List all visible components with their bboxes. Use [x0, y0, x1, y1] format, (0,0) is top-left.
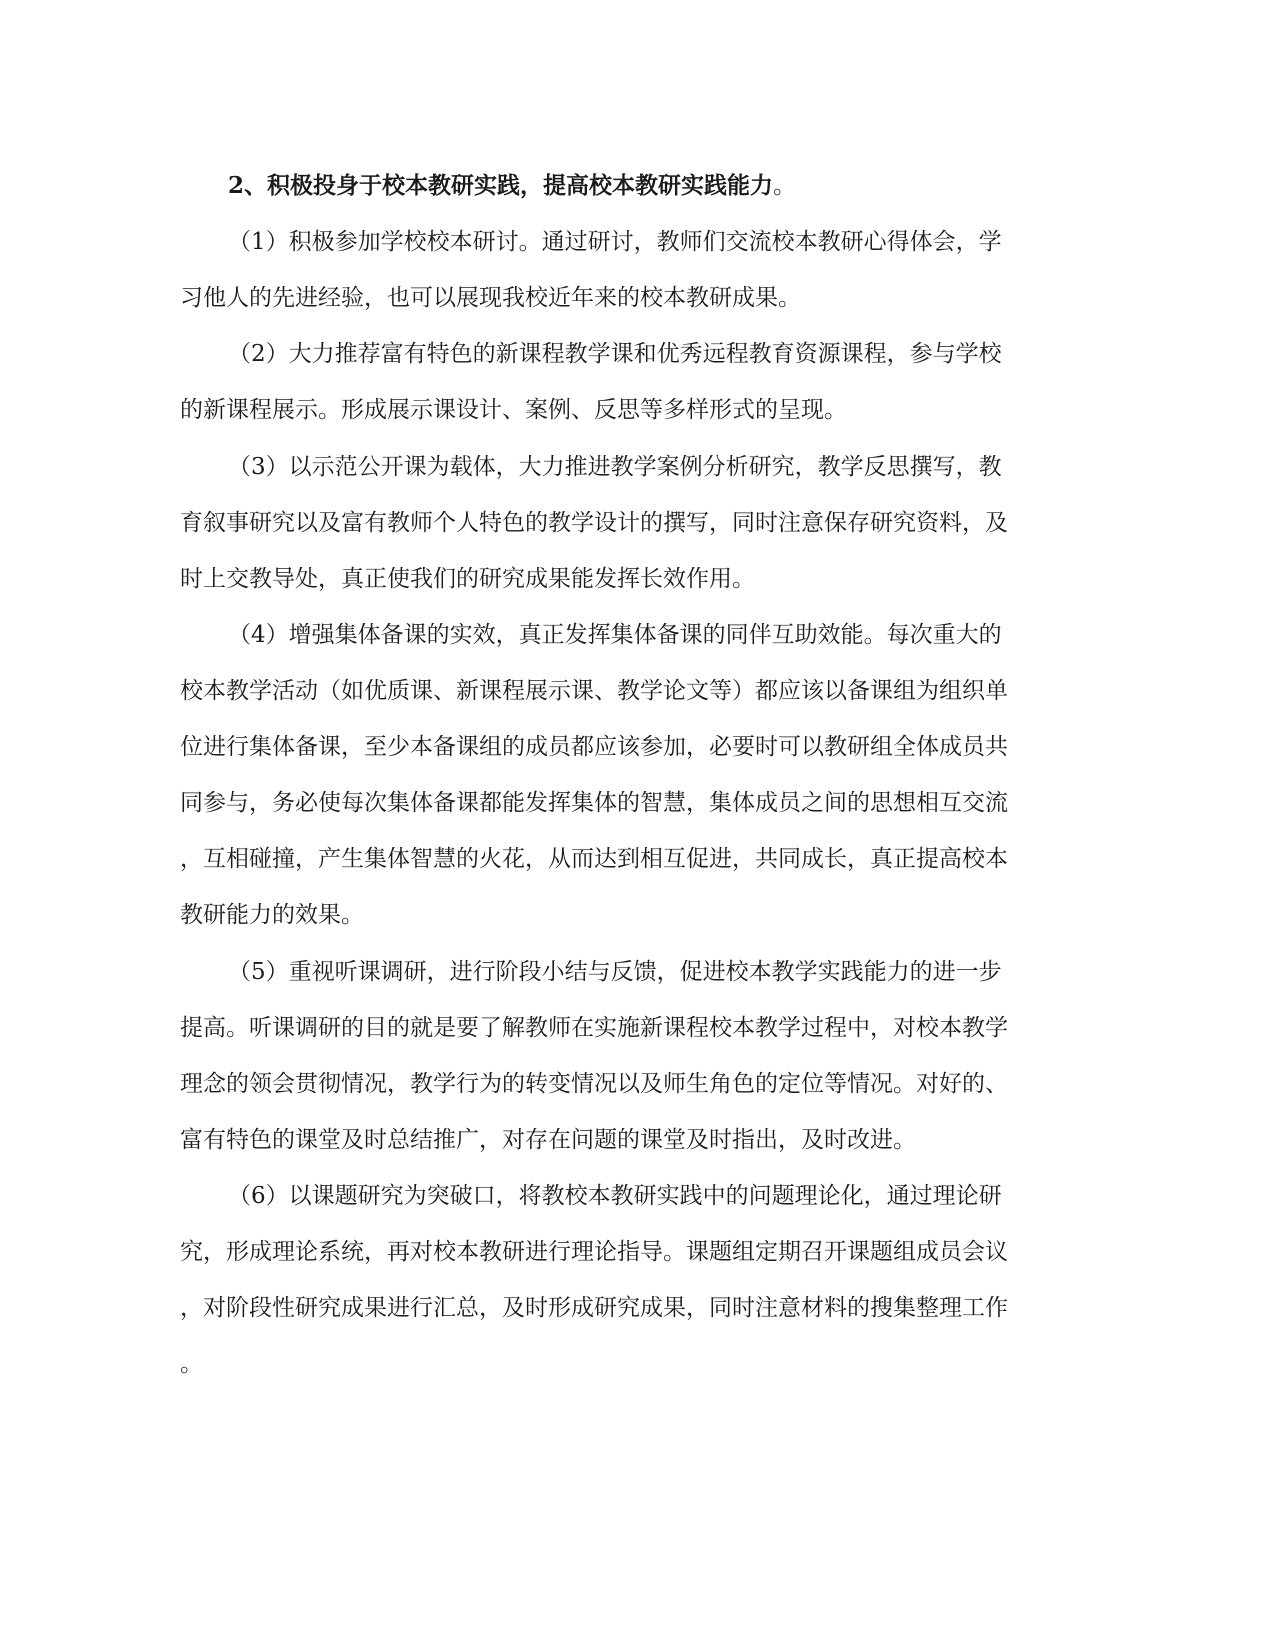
- paragraph-4-line-2: 校本教学活动（如优质课、新课程展示课、教学论文等）都应该以备课组为组织单: [180, 678, 1008, 704]
- paragraph-5-line-2: 提高。听课调研的目的就是要了解教师在实施新课程校本教学过程中，对校本教学: [180, 1015, 1008, 1041]
- paragraph-4-line-6: 教研能力的效果。: [180, 902, 364, 928]
- paragraph-6-line-2: 究，形成理论系统，再对校本教研进行理论指导。课题组定期召开课题组成员会议: [180, 1239, 1008, 1265]
- section-heading-period: 。: [773, 173, 797, 199]
- paragraph-1-line-1: （1）积极参加学校校本研讨。通过研讨，教师们交流校本教研心得体会，学: [228, 229, 1002, 255]
- paragraph-2-line-2: 的新课程展示。形成展示课设计、案例、反思等多样形式的呈现。: [180, 397, 847, 423]
- paragraph-4-line-5: ，互相碰撞，产生集体智慧的火花，从而达到相互促进，共同成长，真正提高校本: [180, 846, 1008, 872]
- paragraph-4-line-3: 位进行集体备课，至少本备课组的成员都应该参加，必要时可以教研组全体成员共: [180, 734, 1008, 760]
- section-heading: [228, 166, 1275, 206]
- paragraph-6-line-1: （6）以课题研究为突破口，将教校本教研实践中的问题理论化，通过理论研: [228, 1183, 1002, 1209]
- section-heading-text: 2、积极投身于校本教研实践，提高校本教研实践能力: [228, 172, 774, 199]
- paragraph-1-line-2: 习他人的先进经验，也可以展现我校近年来的校本教研成果。: [180, 285, 801, 311]
- paragraph-5-line-1: （5）重视听课调研，进行阶段小结与反馈，促进校本教学实践能力的进一步: [228, 959, 1002, 985]
- paragraph-3-line-2: 育叙事研究以及富有教师个人特色的教学设计的撰写，同时注意保存研究资料，及: [180, 510, 1008, 536]
- paragraph-3-line-1: （3）以示范公开课为载体，大力推进教学案例分析研究，教学反思撰写，教: [228, 454, 1002, 480]
- paragraph-5-line-3: 理念的领会贯彻情况，教学行为的转变情况以及师生角色的定位等情况。对好的、: [180, 1071, 1008, 1097]
- paragraph-3-line-3: 时上交教导处，真正使我们的研究成果能发挥长效作用。: [180, 566, 755, 592]
- paragraph-6-line-3: ，对阶段性研究成果进行汇总，及时形成研究成果，同时注意材料的搜集整理工作: [180, 1295, 1008, 1321]
- paragraph-5-line-4: 富有特色的课堂及时总结推广，对存在问题的课堂及时指出，及时改进。: [180, 1127, 916, 1153]
- paragraph-4-line-1: （4）增强集体备课的实效，真正发挥集体备课的同伴互助效能。每次重大的: [228, 622, 1002, 648]
- paragraph-6-line-4: 。: [180, 1351, 203, 1377]
- paragraph-2-line-1: （2）大力推荐富有特色的新课程教学课和优秀远程教育资源课程，参与学校: [228, 341, 1002, 367]
- paragraph-4-line-4: 同参与，务必使每次集体备课都能发挥集体的智慧，集体成员之间的思想相互交流: [180, 790, 1008, 816]
